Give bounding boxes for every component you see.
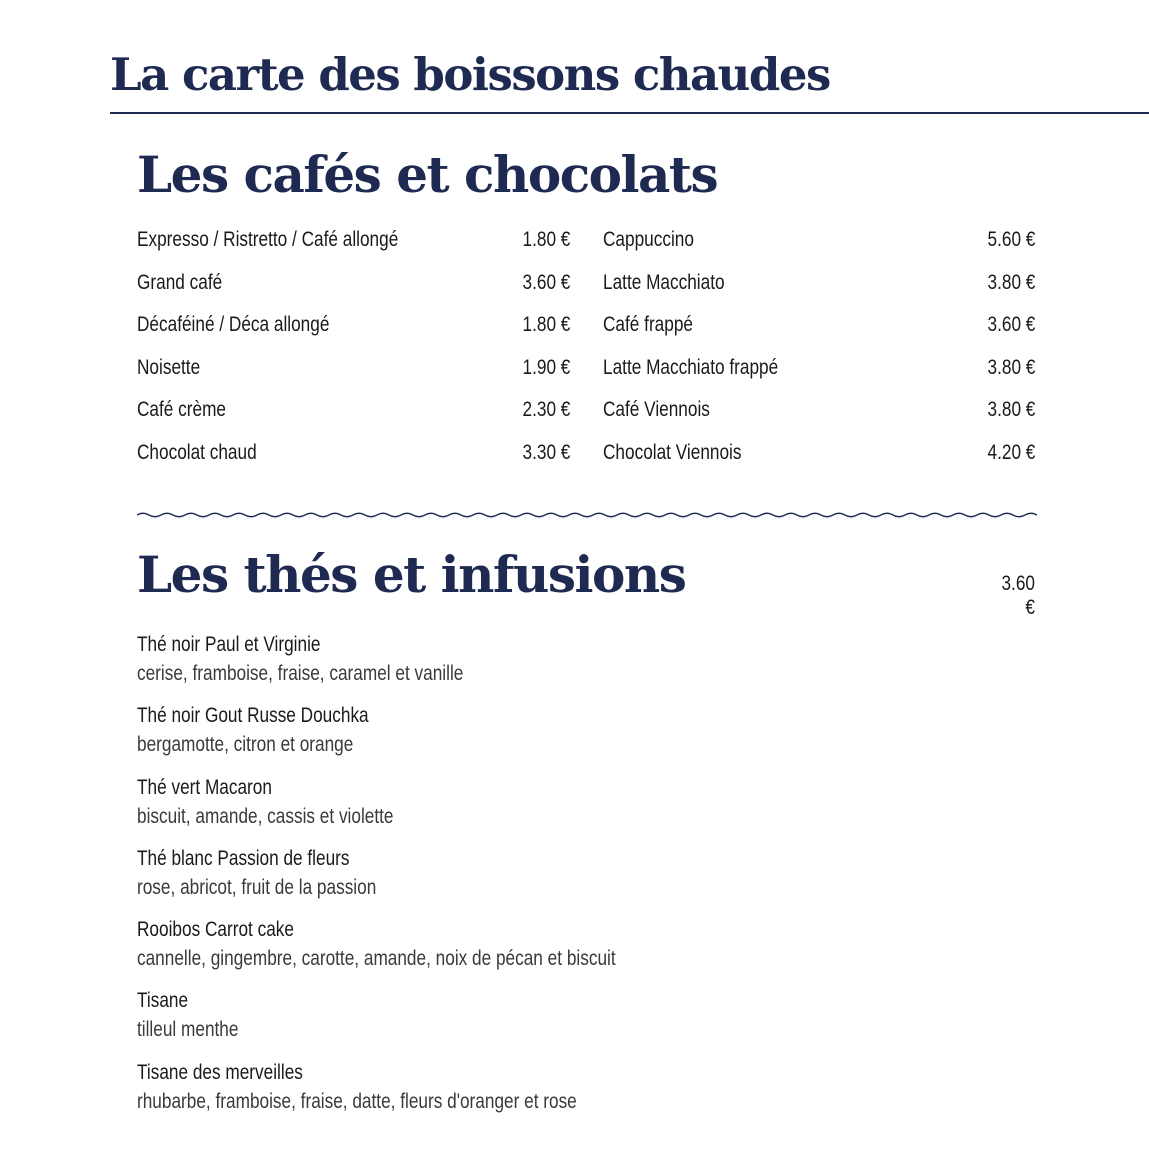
tea-description: tilleul menthe [137, 1018, 239, 1042]
list-item [137, 630, 721, 701]
item-name: Cappuccino [603, 228, 694, 251]
item-name: Noisette [137, 355, 201, 379]
menu-row [603, 441, 1035, 484]
item-name: Chocolat chaud [137, 440, 257, 464]
coffee-section-title: Les cafés et chocolats [137, 145, 718, 204]
tea-list [137, 630, 721, 1129]
item-name: Café frappé [603, 313, 693, 337]
item-price: 3.80 € [987, 355, 1035, 379]
item-name: Latte Macchiato [603, 270, 725, 294]
wavy-divider [137, 508, 1037, 522]
tea-description: cerise, framboise, fraise, caramel et vanille [137, 662, 464, 685]
item-name: Café crème [137, 398, 227, 422]
tea-price [980, 572, 1035, 620]
item-price: 3.60 € [987, 313, 1035, 337]
tea-description: rose, abricot, fruit de la passion [137, 875, 377, 899]
item-name: Grand café [137, 270, 223, 294]
menu-row [603, 313, 1035, 356]
menu-row [137, 398, 570, 441]
item-price: 1.90 € [522, 355, 570, 379]
tea-name: Rooibos Carrot cake [137, 918, 294, 942]
item-price: 3.80 € [987, 270, 1035, 294]
list-item [137, 844, 721, 915]
list-item [137, 701, 721, 772]
item-price: 1.80 € [522, 313, 570, 337]
tea-description: bergamotte, citron et orange [137, 733, 354, 757]
list-item [137, 1058, 721, 1129]
menu-row [137, 228, 570, 271]
tea-name: Thé blanc Passion de fleurs [137, 846, 350, 870]
tea-description: rhubarbe, framboise, fraise, datte, fleurs d'oranger et rose [137, 1089, 577, 1113]
page-title: La carte des boissons chaudes [110, 48, 830, 101]
title-divider [110, 112, 1149, 114]
menu-row [603, 398, 1035, 441]
item-name: Décaféiné / Déca allongé [137, 313, 330, 337]
tea-description: biscuit, amande, cassis et violette [137, 804, 394, 828]
tea-section-title: Les thés et infusions [137, 545, 686, 604]
menu-row [603, 356, 1035, 399]
item-price: 3.80 € [987, 398, 1035, 422]
menu-row [137, 441, 570, 484]
tea-name: Thé noir Paul et Virginie [137, 633, 321, 656]
tea-name: Tisane des merveilles [137, 1060, 303, 1084]
tea-name: Thé noir Gout Russe Douchka [137, 704, 369, 728]
menu-row [603, 228, 1035, 271]
tea-name: Tisane [137, 989, 189, 1013]
item-name: Café Viennois [603, 398, 710, 422]
item-name: Latte Macchiato frappé [603, 355, 779, 379]
menu-row [137, 356, 570, 399]
item-price: 3.60 € [522, 270, 570, 294]
list-item [137, 915, 721, 986]
tea-name: Thé vert Macaron [137, 775, 272, 799]
item-name: Chocolat Viennois [603, 440, 742, 464]
item-name: Expresso / Ristretto / Café allongé [137, 228, 399, 251]
coffee-list-right [603, 228, 1035, 484]
tea-description: cannelle, gingembre, carotte, amande, noix de pécan et biscuit [137, 947, 616, 971]
item-price: 5.60 € [987, 228, 1035, 251]
list-item [137, 986, 721, 1057]
item-price: 1.80 € [522, 228, 570, 251]
coffee-list-left [137, 228, 570, 484]
item-price: 4.20 € [987, 440, 1035, 464]
item-price: 2.30 € [522, 398, 570, 422]
item-price: 3.30 € [522, 440, 570, 464]
menu-row [603, 271, 1035, 314]
menu-row [137, 271, 570, 314]
list-item [137, 773, 721, 844]
menu-row [137, 313, 570, 356]
tea-price-value: 3.60 € [1001, 572, 1035, 619]
